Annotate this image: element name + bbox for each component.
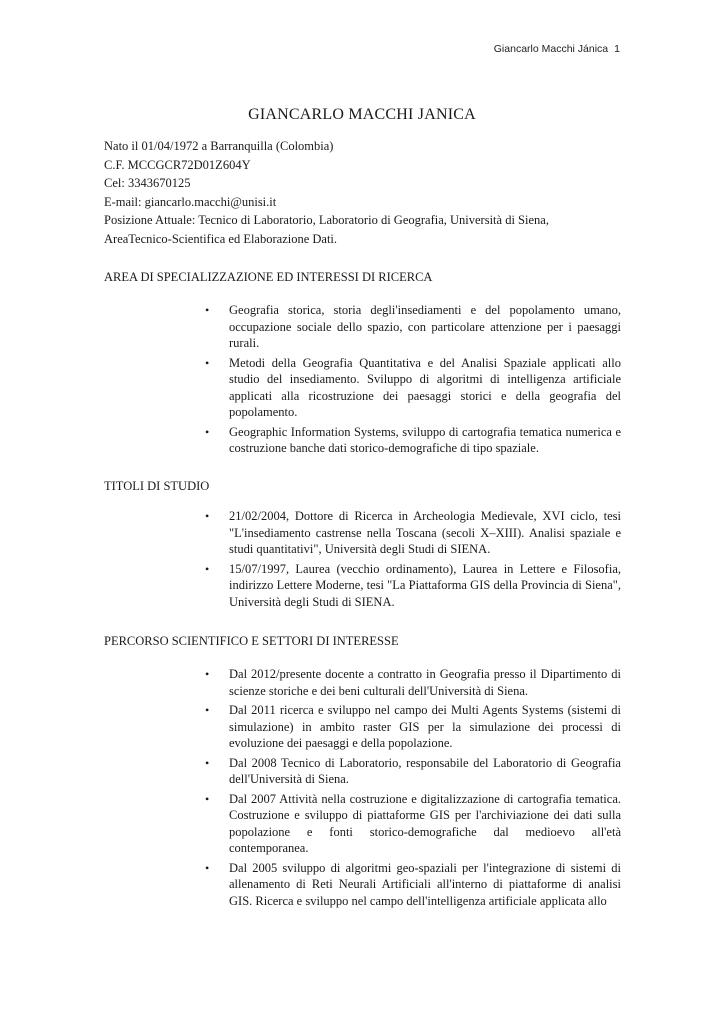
list-item: • Dal 2012/presente docente a contratto in Geografia presso il Dipartimento di scienze storiche e dei beni culturali dell'Università di Siena. (205, 667, 621, 698)
bullet-icon: • (205, 355, 210, 370)
bullet-icon: • (205, 860, 210, 875)
list-item: • 15/07/1997, Laurea (vecchio ordinamento), Laurea in Lettere e Filosofia, indirizzo Lettere Moderne, tesi "La Piattaforma GIS della Provincia di Siena", Università degli Studi di SIENA. (205, 561, 621, 609)
career-list (205, 666, 621, 912)
bullet-icon: • (205, 755, 210, 770)
list-item: • Metodi della Geografia Quantitativa e del Analisi Spaziale applicati allo studio del insediamento. Sviluppo di algoritmi di intelligenza artificiale applicati alla ricostruzione dei paesaggi storici e della geografia del popolamento. (205, 355, 621, 419)
list-item: • Dal 2011 ricerca e sviluppo nel campo dei Multi Agents Systems (sistemi di simulazione) in ambito raster GIS per la simulazione dei processi di evoluzione dei paesaggi e della popolazione. (205, 703, 621, 750)
birth-info: Nato il 01/04/1972 a Barranquilla (Colombia) (104, 139, 334, 153)
bullet-icon: • (205, 509, 210, 523)
tax-code: C.F. MCCGCR72D01Z604Y (104, 157, 251, 172)
bullet-icon: • (205, 561, 210, 576)
section-heading-education: TITOLI DI STUDIO (104, 479, 210, 493)
list-item: • Dal 2008 Tecnico di Laboratorio, responsabile del Laboratorio di Geografia dell'Università di Siena. (205, 755, 621, 786)
list-item: • Geografia storica, storia degli'insediamenti e del popolamento umano, occupazione sociale dello spazio, con particolare attenzione per i paesaggi rurali. (205, 303, 621, 350)
document-title: GIANCARLO MACCHI JANICA (248, 106, 476, 123)
phone: Cel: 3343670125 (104, 176, 191, 190)
header-author: Giancarlo Macchi Jánica (493, 43, 609, 55)
position-line-1: Posizione Attuale: Tecnico di Laboratorio, Laboratorio di Geografia, Università di Siena, (104, 213, 549, 227)
email: E-mail: giancarlo.macchi@unisi.it (104, 194, 277, 209)
section-heading-specialization: AREA DI SPECIALIZZAZIONE ED INTERESSI DI RICERCA (104, 270, 433, 284)
list-item: • Dal 2007 Attività nella costruzione e digitalizzazione di cartografia tematica. Costruzione e sviluppo di piattaforme GIS per l'archiviazione dei dati sulla popolazione e fonti storico-demografiche dal medioevo all'età contemporanea. (205, 791, 621, 855)
section-heading-career: PERCORSO SCIENTIFICO E SETTORI DI INTERESSE (104, 634, 399, 648)
bullet-icon: • (205, 703, 210, 717)
list-item: • 21/02/2004, Dottore di Ricerca in Archeologia Medievale, XVI ciclo, tesi "L'insediamento castrense nella Toscana (secoli X–XIII). Analisi spaziale e studi quantitativi", Università degli Studi di SIENA. (205, 509, 621, 556)
page-header (494, 43, 620, 55)
list-item: • Geographic Information Systems, sviluppo di cartografia tematica numerica e costruzione banche dati storico-demografiche di tipo spaziale. (205, 424, 621, 455)
bullet-icon: • (205, 303, 210, 317)
bullet-icon: • (205, 791, 210, 806)
personal-info (104, 137, 624, 248)
education-list (205, 508, 621, 613)
position-line-2: AreaTecnico-Scientifica ed Elaborazione Dati. (104, 231, 338, 246)
specialization-list (205, 302, 621, 460)
bullet-icon: • (205, 667, 210, 681)
page-number: 1 (614, 43, 620, 55)
list-item: • Dal 2005 sviluppo di algoritmi geo-spaziali per l'integrazione di sistemi di allenamento di Reti Neurali Artificiali all'interno di piattaforme di analisi GIS. Ricerca e sviluppo nel campo dell'intelligenza artificiale applicata allo (205, 860, 621, 908)
bullet-icon: • (205, 424, 210, 439)
